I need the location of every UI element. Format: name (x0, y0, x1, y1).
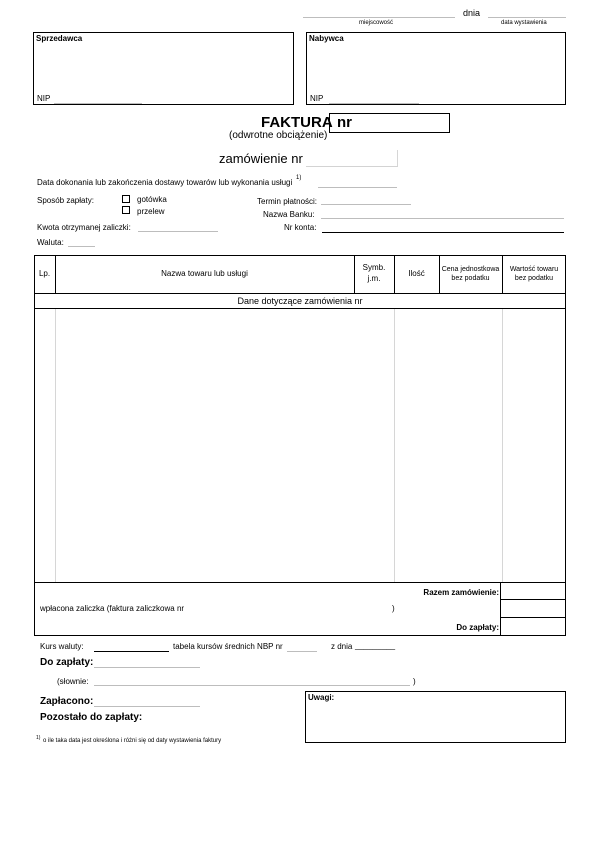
z-dnia-label: z dnia (331, 642, 353, 651)
invoice-title: FAKTURA (261, 114, 333, 131)
header-unit-line1: Symb. (362, 263, 386, 273)
place-caption: miejscowość (359, 20, 394, 26)
paid-line[interactable] (94, 706, 200, 707)
buyer-box (306, 32, 566, 105)
exchange-rate-line[interactable] (94, 651, 169, 652)
delivery-date-line[interactable] (318, 187, 397, 188)
bank-name-line[interactable] (321, 218, 564, 219)
payment-transfer-checkbox[interactable] (122, 206, 130, 214)
header-value-line2: bez podatku (514, 275, 554, 282)
delivery-footnote-mark: 1) (296, 175, 302, 181)
order-data-bottom-line (34, 308, 566, 309)
items-table (34, 255, 566, 636)
currency-label: Waluta: (37, 238, 64, 247)
buyer-label: Nabywca (309, 34, 344, 43)
invoice-subtitle: (odwrotne obciążenie) (229, 130, 328, 141)
invoice-nr-label: nr (337, 114, 352, 131)
total-order-label: Razem zamówienie: (423, 588, 499, 597)
seller-box (33, 32, 294, 105)
payment-cash-checkbox[interactable] (122, 195, 130, 203)
header-lp: Lp. (38, 268, 51, 278)
z-dnia-line[interactable]: _________ (355, 641, 396, 650)
advance-paid-label: wpłacona zaliczka (faktura zaliczkowa nr (40, 604, 185, 613)
body-sep-lp (55, 309, 56, 582)
bank-name-label: Nazwa Banku: (263, 210, 315, 219)
items-area-bottom (34, 582, 566, 583)
order-number-line-end (397, 150, 398, 166)
remarks-label: Uwagi: (308, 693, 335, 702)
advance-amount-label: Kwota otrzymanej zaliczki: (37, 223, 131, 232)
totals-sep (500, 582, 501, 636)
paid-label: Zapłacono: (40, 696, 94, 707)
seller-label: Sprzedawca (36, 34, 83, 43)
remarks-box[interactable] (305, 691, 566, 743)
in-words-label: (słownie: (57, 677, 89, 686)
in-words-close: ) (413, 677, 416, 686)
header-price (439, 255, 502, 293)
header-unit (354, 255, 394, 293)
header-qty: Ilość (408, 268, 425, 278)
currency-line[interactable] (68, 246, 95, 247)
header-unit-line2: j.m. (367, 274, 381, 283)
order-label: zamówienie nr (219, 151, 303, 166)
account-number-label: Nr konta: (284, 223, 317, 232)
payment-transfer-label: przelew (137, 207, 165, 216)
exchange-rate-label: Kurs waluty: (40, 642, 84, 651)
payment-method-label: Sposób zapłaty: (37, 196, 94, 205)
seller-nip-label: NIP (37, 94, 51, 103)
invoice-number-field[interactable] (329, 113, 450, 133)
place-line[interactable] (303, 17, 455, 18)
header-value-line1: Wartość towaru (509, 265, 559, 273)
order-number-line[interactable] (306, 166, 398, 167)
delivery-label: Data dokonania lub zakończenia dostawy towarów lub wykonania usługi (37, 178, 293, 187)
payment-cash-label: gotówka (137, 195, 167, 204)
total-order-line (500, 599, 566, 600)
account-number-line[interactable] (322, 232, 564, 233)
body-sep-price (502, 309, 503, 582)
advance-paid-line (500, 617, 566, 618)
advance-paid-close: ) (392, 604, 395, 613)
remaining-label: Pozostało do zapłaty: (40, 712, 143, 723)
order-data-label: Dane dotyczące zamówienia nr (237, 295, 363, 306)
header-price-line1: Cena jednostkowa (441, 265, 500, 273)
summary-to-pay-label: Do zapłaty: (40, 657, 94, 668)
body-sep-name (394, 309, 395, 582)
table-to-pay-label: Do zapłaty: (456, 623, 499, 632)
issue-date-line[interactable] (488, 17, 566, 18)
summary-to-pay-line[interactable] (94, 667, 200, 668)
footnote-text: o ile taka data jest określona i różni się od daty wystawienia faktury (43, 738, 222, 744)
payment-term-label: Termin płatności: (257, 197, 318, 206)
buyer-nip-label: NIP (310, 94, 324, 103)
in-words-line[interactable] (94, 685, 410, 686)
dnia-label: dnia (463, 8, 481, 18)
header-value (502, 255, 566, 293)
seller-nip-line[interactable] (54, 103, 142, 104)
issue-date-caption: data wystawienia (501, 20, 547, 26)
payment-term-line[interactable] (321, 204, 411, 205)
footnote-mark: 1) (36, 735, 41, 741)
nbp-table-label: tabela kursów średnich NBP nr (173, 642, 283, 651)
header-price-line2: bez podatku (451, 275, 490, 282)
advance-amount-line[interactable] (138, 231, 218, 232)
buyer-nip-line[interactable] (329, 103, 419, 104)
header-name: Nazwa towaru lub usługi (161, 268, 248, 278)
nbp-table-line[interactable] (287, 651, 317, 652)
